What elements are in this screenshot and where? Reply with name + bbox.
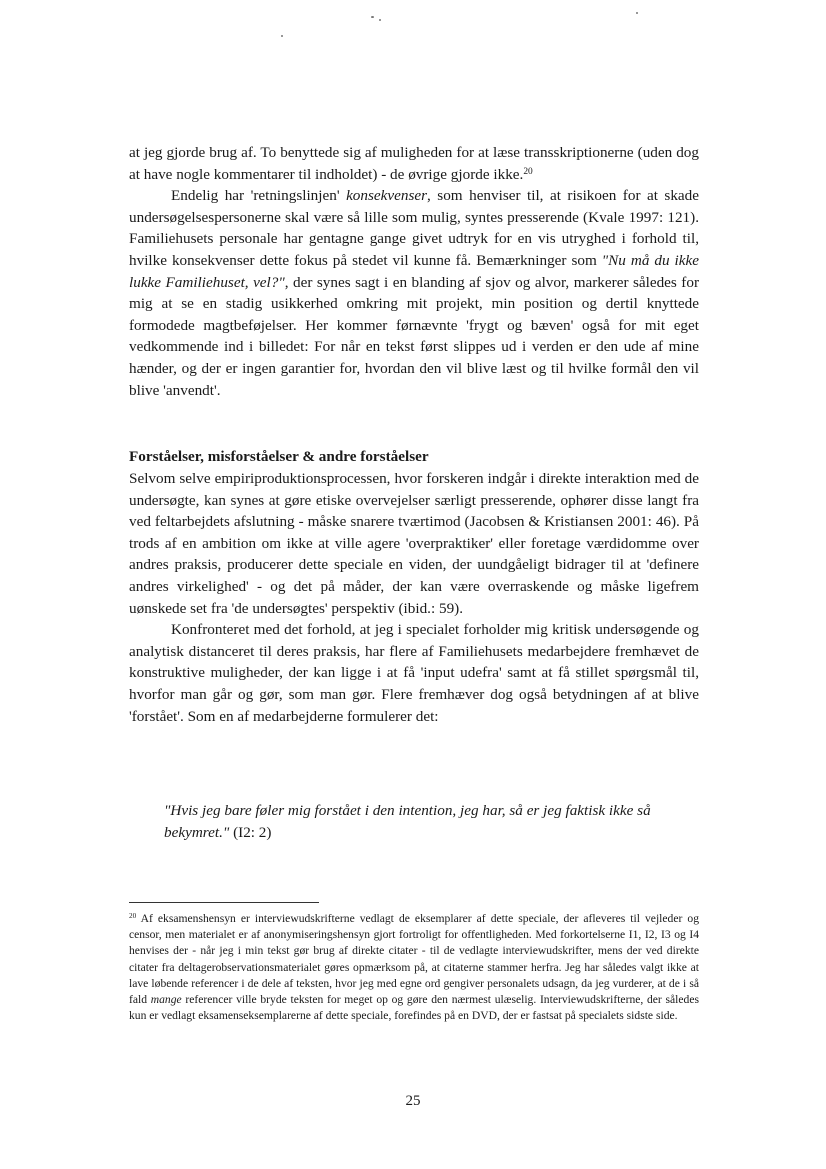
body-paragraph-2: Endelig har 'retningslinjen' konsekvenser, som henviser til, at risikoen for at skade undersøgelsespersonerne skal være så lille som mulig, syntes presserende (Kvale 1997: 121). Familiehusets personale har gentagne gange givet udtryk for en vis utryghed i forhold til, hvilke konsekvenser dette fokus på stedet vil kunne få. Bemærkninger som "Nu må du ikke lukke Familiehuset, vel?", der synes sagt i en blanding af sjov og alvor, markerer således for mig at se en stadig usikkerhed omkring mit projekt, min position og dertil knyttede formodede magtbeføjelser. Her kommer førnævnte 'frygt og bæven' også for mit eget vedkommende ind i billedet: For når en tekst først slippes ud i verden er den ude af mine hænder, og der er ingen garantier for, hvordan den vil blive læst og til hvilke formål den vil blive 'anvendt'. xyxy=(129,187,700,399)
scan-speck xyxy=(379,19,381,21)
footnote-number: 20 xyxy=(129,912,137,921)
section-heading: Forståelser, misforståelser & andre forståelser xyxy=(129,448,429,465)
footnote-reference: 20 xyxy=(523,166,533,177)
scan-speck xyxy=(281,35,283,37)
body-paragraph-1: at jeg gjorde brug af. To benyttede sig af muligheden for at læse transskriptionerne (uden dog at have nogle kommentarer til indholdet) - de øvrige gjorde ikke.$^{20}$ Endelig har 'retningslinjen' konsekvenser, som henviser til, at risikoen for at skade undersøgelsespersonerne skal være så lille som mulig, syntes presserende (Kvale 1997: 121). Familiehusets personale har gentagne gange givet udtryk for en vis utryghed i forhold til, hvilke konsekvenser dette fokus på stedet vil kunne få. Bemærkninger som "Nu må du ikke lukke Familiehuset, vel?", der synes sagt i en blanding af sjov og alvor, markerer således for mig at se en stadig usikkerhed omkring mit projekt, min position og dertil knyttede formodede magtbeføjelser. Her kommer førnævnte 'frygt og bæven' også for mit eget vedkommende ind i billedet: For når en tekst først slippes ud i verden er den ude af mine hænder, og der er ingen garantier for, hvordan den vil blive læst og til hvilke formål den vil blive 'anvendt'. xyxy=(129,142,699,401)
body-paragraph-4: Konfronteret med det forhold, at jeg i specialet forholder mig kritisk undersøgende og analytisk distanceret til deres praksis, har flere af Familiehusets medarbejdere fremhævet de konstruktive muligheder, der kan ligge i at få 'input udefra' samt at få stillet spørgsmål til, hvorfor man går og gør, som man gør. Flere fremhæver dog også betydningen af at blive 'forstået'. Som en af medarbejderne formulerer det: xyxy=(129,621,699,725)
section-body xyxy=(129,468,699,727)
block-quote xyxy=(164,800,694,843)
body-paragraph-3: Selvom selve empiriproduktionsprocessen, hvor forskeren indgår i direkte interaktion med de undersøgte, kan synes at gøre etiske overvejelser særligt presserende, ophører disse langt fra ved feltarbejdets afslutning - måske snarere tværtimod (Jacobsen & Kristiansen 2001: 46). På trods af en ambition om ikke at ville agere 'overpraktiker' eller foretage værdidomme over andres praksis, producerer dette speciale en viden, der uundgåeligt bidrager til at 'definere andres virkelighed' - og det på måder, der kan være overraskende og måske ligefrem uønskede set fra 'de undersøgtes' perspektiv (ibid.: 59). xyxy=(129,470,699,617)
scan-speck xyxy=(371,16,374,18)
quote-text: "Hvis jeg bare føler mig forstået i den intention, jeg har, så er jeg faktisk ikke så bekymret." xyxy=(164,802,651,841)
quote-citation: (I2: 2) xyxy=(229,823,272,841)
footnote: $^{20}$ Af eksamenshensyn er interviewudskrifterne vedlagt de eksemplarer af dette speciale, der afleveres til vejleder og censor, men materialet er af anonymiseringshensyn gjort fortroligt for offentligheden. Med forkortelserne I1, I2, I3 og I4 henvises der - når jeg i min tekst gør brug af direkte citater - til de vedlagte interviewudskrifter, mens der ved direkte citater fra deltagerobservationsmaterialet gøres opmærksom på, at citaterne stammer herfra. Jeg har således valgt ikke at lave løbende referencer i de dele af teksten, hvor jeg med egne ord gengiver personalets udsagn, da jeg vurderer, at de i så fald mange referencer ville bryde teksten for meget op og gøre den nærmest ulæselig. Interviewudskrifterne, der således kun er vedlagt eksamenseksemplarerne af dette speciale, forefindes på en DVD, der er fastsat på specialets sidste side. xyxy=(129,912,699,1023)
scan-speck xyxy=(636,12,638,14)
footnote-separator xyxy=(129,902,319,903)
page-number: 25 xyxy=(405,1093,421,1109)
